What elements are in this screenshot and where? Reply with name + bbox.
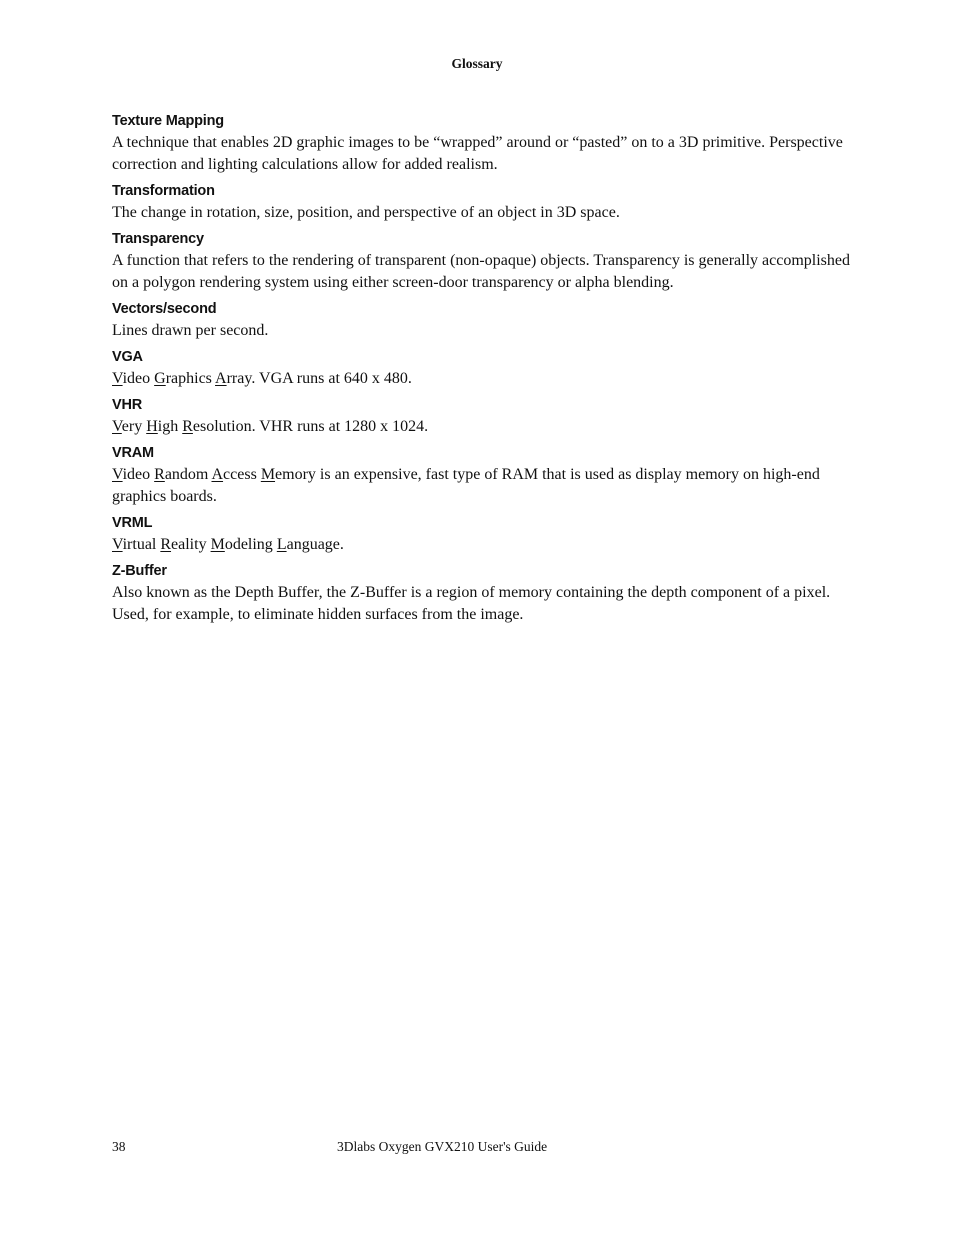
glossary-term: Transformation bbox=[112, 183, 215, 199]
glossary-term: Texture Mapping bbox=[112, 113, 224, 129]
glossary-definition bbox=[112, 202, 852, 224]
definition-text: anguage. bbox=[286, 536, 344, 553]
acronym-letter: V bbox=[112, 370, 123, 387]
acronym-letter: A bbox=[215, 370, 227, 387]
glossary-definition bbox=[112, 416, 852, 438]
definition-text: Also known as the Depth Buffer, the Z-Buffer is a region of memory containing the depth component of a pixel. Used, for example, to eliminate hidden surfaces from the image. bbox=[112, 584, 831, 623]
definition-text: ery bbox=[121, 418, 147, 435]
glossary-term: VHR bbox=[112, 397, 143, 413]
glossary-term: VRML bbox=[112, 515, 153, 531]
glossary-definition bbox=[112, 250, 852, 294]
definition-text: igh bbox=[157, 418, 183, 435]
glossary-definition bbox=[112, 464, 852, 508]
definition-text: ideo bbox=[122, 370, 155, 387]
acronym-letter: H bbox=[146, 418, 158, 435]
glossary-entry bbox=[112, 560, 852, 626]
definition-text: emory is an expensive, fast type of RAM that is used as display memory on high-end graphics boards. bbox=[112, 466, 820, 505]
glossary-term: Vectors/second bbox=[112, 301, 217, 317]
glossary-list bbox=[112, 110, 852, 630]
glossary-term: Transparency bbox=[112, 231, 204, 247]
definition-text: rray. VGA runs at 640 x 480. bbox=[226, 370, 412, 387]
glossary-term: VRAM bbox=[112, 445, 154, 461]
glossary-term: VGA bbox=[112, 349, 143, 365]
glossary-entry bbox=[112, 512, 852, 556]
definition-text: The change in rotation, size, position, and perspective of an object in 3D space. bbox=[112, 204, 620, 221]
definition-text: ideo bbox=[122, 466, 155, 483]
glossary-entry bbox=[112, 180, 852, 224]
definition-text: irtual bbox=[122, 536, 161, 553]
glossary-definition bbox=[112, 320, 852, 342]
glossary-entry bbox=[112, 394, 852, 438]
page-number: 38 bbox=[112, 1139, 126, 1154]
acronym-letter: R bbox=[160, 536, 172, 553]
definition-text: A function that refers to the rendering of transparent (non-opaque) objects. Transparency is generally accomplished on a polygon rendering system using either screen-door transparency or alpha blending. bbox=[112, 252, 850, 291]
acronym-letter: V bbox=[112, 466, 123, 483]
definition-text: raphics bbox=[165, 370, 216, 387]
acronym-letter: L bbox=[276, 536, 287, 553]
glossary-term: Z-Buffer bbox=[112, 563, 167, 579]
definition-text: eality bbox=[171, 536, 211, 553]
definition-text: esolution. VHR runs at 1280 x 1024. bbox=[192, 418, 429, 435]
definition-text: ccess bbox=[223, 466, 261, 483]
definition-text: A technique that enables 2D graphic images to be “wrapped” around or “pasted” on to a 3D primitive. Perspective correction and lighting calculations allow for added realism. bbox=[112, 134, 843, 173]
glossary-definition bbox=[112, 132, 852, 176]
acronym-letter: G bbox=[154, 370, 166, 387]
glossary-entry bbox=[112, 110, 852, 176]
acronym-letter: M bbox=[260, 466, 276, 483]
glossary-definition bbox=[112, 368, 852, 390]
acronym-letter: R bbox=[154, 466, 165, 483]
definition-text: odeling bbox=[224, 536, 277, 553]
acronym-letter: A bbox=[211, 466, 224, 483]
glossary-entry bbox=[112, 228, 852, 294]
glossary-entry bbox=[112, 442, 852, 508]
footer-title: 3Dlabs Oxygen GVX210 User's Guide bbox=[337, 1139, 548, 1154]
acronym-letter: V bbox=[112, 418, 122, 435]
glossary-definition bbox=[112, 582, 852, 626]
acronym-letter: V bbox=[112, 536, 123, 553]
definition-text: andom bbox=[164, 466, 212, 483]
glossary-entry bbox=[112, 346, 852, 390]
glossary-entry bbox=[112, 298, 852, 342]
acronym-letter: R bbox=[182, 418, 193, 435]
definition-text: Lines drawn per second. bbox=[112, 322, 269, 339]
running-header: Glossary bbox=[451, 56, 503, 71]
glossary-definition bbox=[112, 534, 852, 556]
acronym-letter: M bbox=[210, 536, 225, 553]
